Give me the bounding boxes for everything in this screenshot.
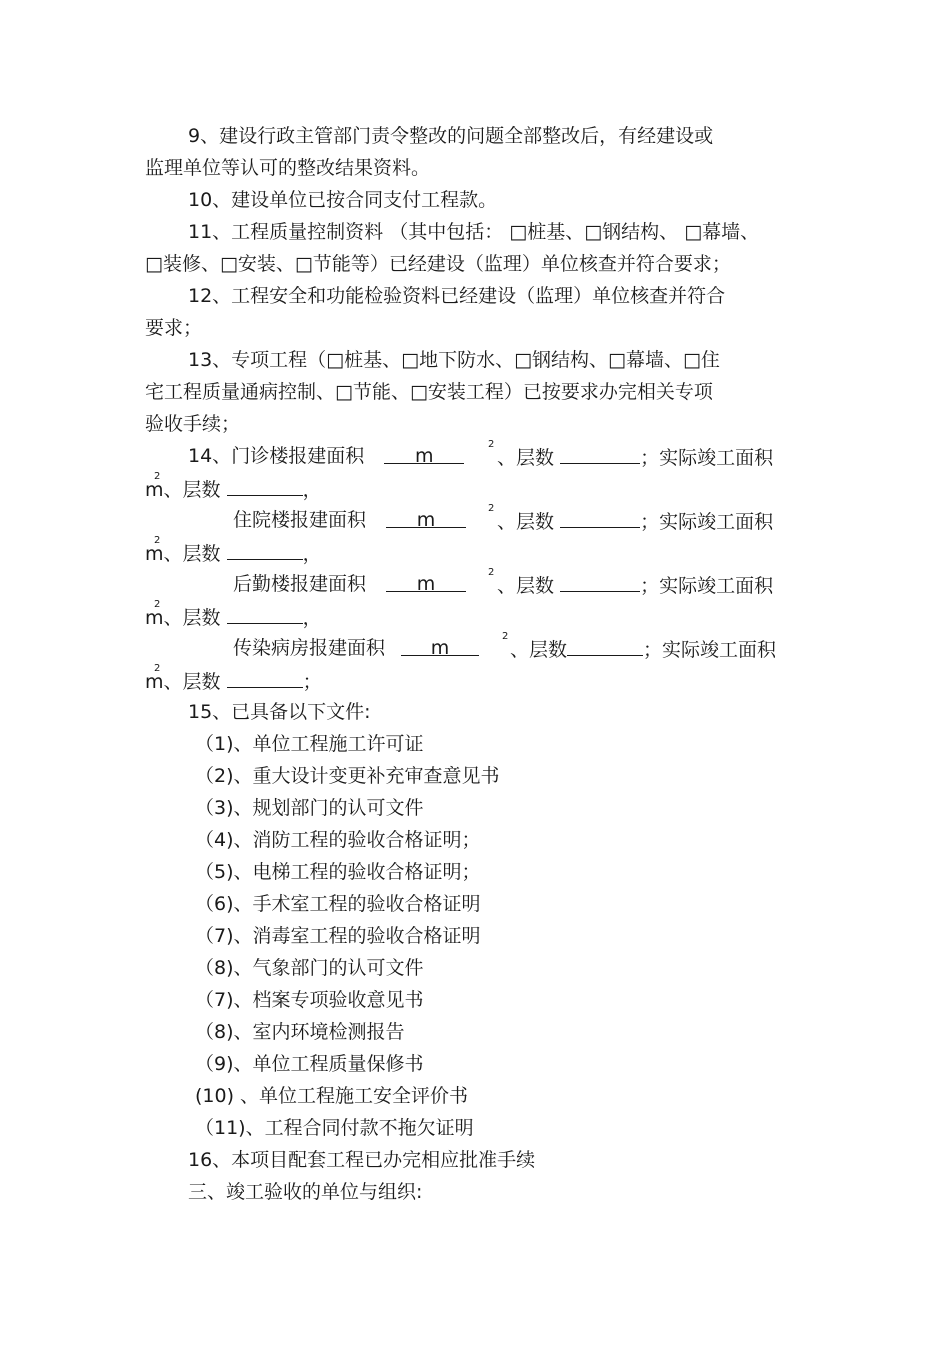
doc-list-item: （7)、档案专项验收意见书 bbox=[195, 989, 424, 1011]
area-field[interactable] bbox=[386, 509, 466, 531]
floors-field[interactable] bbox=[560, 445, 640, 464]
area-unit: m bbox=[416, 509, 436, 531]
row-end: ， bbox=[302, 479, 322, 501]
item-9-line-1: 9、建设行政主管部门责令整改的问题全部整改后，有经建设或 bbox=[188, 125, 714, 147]
area-row-logistics bbox=[233, 573, 466, 595]
superscript-2: 2 bbox=[154, 535, 161, 546]
area-field[interactable] bbox=[384, 445, 464, 467]
area-row-inpatient-cont bbox=[145, 541, 322, 565]
item-12-line-1: 12、工程安全和功能检验资料已经建设（监理）单位核查并符合 bbox=[188, 285, 726, 307]
area-row-infectious bbox=[233, 637, 479, 659]
superscript-2: 2 bbox=[154, 599, 161, 610]
area-label: 门诊楼报建面积 bbox=[231, 445, 365, 467]
m2-unit: m bbox=[145, 543, 164, 565]
doc-list-item: （5)、电梯工程的验收合格证明； bbox=[195, 861, 481, 883]
floors-field[interactable] bbox=[560, 509, 640, 528]
row-end: ； bbox=[302, 671, 322, 693]
floors-label: 、层数 bbox=[510, 639, 568, 661]
area-row-logistics-cont bbox=[145, 605, 322, 629]
area-unit: m bbox=[416, 573, 436, 595]
area-row-infectious-cont bbox=[145, 669, 322, 693]
area-row-inpatient bbox=[233, 509, 466, 531]
floors-label: 、层数 bbox=[163, 543, 221, 565]
item-10: 10、建设单位已按合同支付工程款。 bbox=[188, 189, 498, 211]
doc-list-item: （8)、室内环境检测报告 bbox=[195, 1021, 405, 1043]
floors-label: 、层数 bbox=[163, 479, 221, 501]
floors-label: 、层数 bbox=[497, 447, 555, 469]
actual-floors-field[interactable] bbox=[227, 605, 303, 624]
actual-floors-field[interactable] bbox=[227, 669, 303, 688]
area-label: 传染病房报建面积 bbox=[233, 637, 386, 659]
doc-list-item: （8)、气象部门的认可文件 bbox=[195, 957, 424, 979]
doc-list-item: （1)、单位工程施工许可证 bbox=[195, 733, 424, 755]
floors-label: 、层数 bbox=[497, 575, 555, 597]
row-end: ， bbox=[302, 607, 322, 629]
actual-area-label: ；实际竣工面积 bbox=[640, 447, 774, 469]
superscript-2: 2 bbox=[488, 567, 495, 578]
floors-label: 、层数 bbox=[163, 671, 221, 693]
area-label: 后勤楼报建面积 bbox=[233, 573, 367, 595]
item-15-heading: 15、已具备以下文件: bbox=[188, 701, 371, 723]
m2-unit: m bbox=[145, 671, 164, 693]
doc-list-item: （2)、重大设计变更补充审查意见书 bbox=[195, 765, 500, 787]
superscript-2: 2 bbox=[488, 439, 495, 450]
doc-list-item: （6)、手术室工程的验收合格证明 bbox=[195, 893, 481, 915]
item-13-line-2: 宅工程质量通病控制、□节能、□安装工程）已按要求办完相关专项 bbox=[145, 381, 713, 403]
doc-list-item: （3)、规划部门的认可文件 bbox=[195, 797, 424, 819]
floors-field[interactable] bbox=[560, 573, 640, 592]
item-12-line-2: 要求； bbox=[145, 317, 203, 339]
item-9-line-2: 监理单位等认可的整改结果资料。 bbox=[145, 157, 431, 179]
actual-area-label: ；实际竣工面积 bbox=[643, 639, 777, 661]
floors-part bbox=[510, 637, 776, 661]
m2-unit: m bbox=[145, 607, 164, 629]
doc-list-item: （4)、消防工程的验收合格证明； bbox=[195, 829, 481, 851]
superscript-2: 2 bbox=[154, 663, 161, 674]
area-unit: m bbox=[414, 445, 434, 467]
row-end: ， bbox=[302, 543, 322, 565]
section-3-heading: 三、竣工验收的单位与组织: bbox=[188, 1181, 423, 1203]
area-row-outpatient-cont bbox=[145, 477, 322, 501]
item-11-line-2: □装修、□安装、□节能等）已经建设（监理）单位核查并符合要求； bbox=[145, 253, 731, 275]
m2-unit: m bbox=[145, 479, 164, 501]
area-unit: m bbox=[430, 637, 450, 659]
item-14-prefix: 14、 bbox=[188, 445, 232, 467]
doc-list-item: （11)、工程合同付款不拖欠证明 bbox=[195, 1117, 474, 1139]
area-field[interactable] bbox=[386, 573, 466, 595]
superscript-2: 2 bbox=[502, 631, 509, 642]
item-16: 16、本项目配套工程已办完相应批准手续 bbox=[188, 1149, 536, 1171]
item-13-line-1: 13、专项工程（□桩基、□地下防水、□钢结构、□幕墙、□住 bbox=[188, 349, 720, 371]
superscript-2: 2 bbox=[154, 471, 161, 482]
doc-list-item: （9)、单位工程质量保修书 bbox=[195, 1053, 424, 1075]
floors-label: 、层数 bbox=[497, 511, 555, 533]
area-label: 住院楼报建面积 bbox=[233, 509, 367, 531]
floors-part bbox=[497, 445, 773, 469]
actual-floors-field[interactable] bbox=[227, 477, 303, 496]
item-11-line-1: 11、工程质量控制资料 （其中包括： □桩基、□钢结构、 □幕墙、 bbox=[188, 221, 760, 243]
superscript-2: 2 bbox=[488, 503, 495, 514]
actual-area-label: ；实际竣工面积 bbox=[640, 575, 774, 597]
floors-part bbox=[497, 573, 773, 597]
area-row-outpatient bbox=[188, 445, 464, 467]
doc-list-item: （7)、消毒室工程的验收合格证明 bbox=[195, 925, 481, 947]
floors-part bbox=[497, 509, 773, 533]
area-field[interactable] bbox=[401, 637, 479, 659]
item-13-line-3: 验收手续； bbox=[145, 413, 241, 435]
actual-floors-field[interactable] bbox=[227, 541, 303, 560]
floors-field[interactable] bbox=[567, 637, 643, 656]
doc-list-item: (10) 、单位工程施工安全评价书 bbox=[195, 1085, 469, 1107]
actual-area-label: ；实际竣工面积 bbox=[640, 511, 774, 533]
floors-label: 、层数 bbox=[163, 607, 221, 629]
